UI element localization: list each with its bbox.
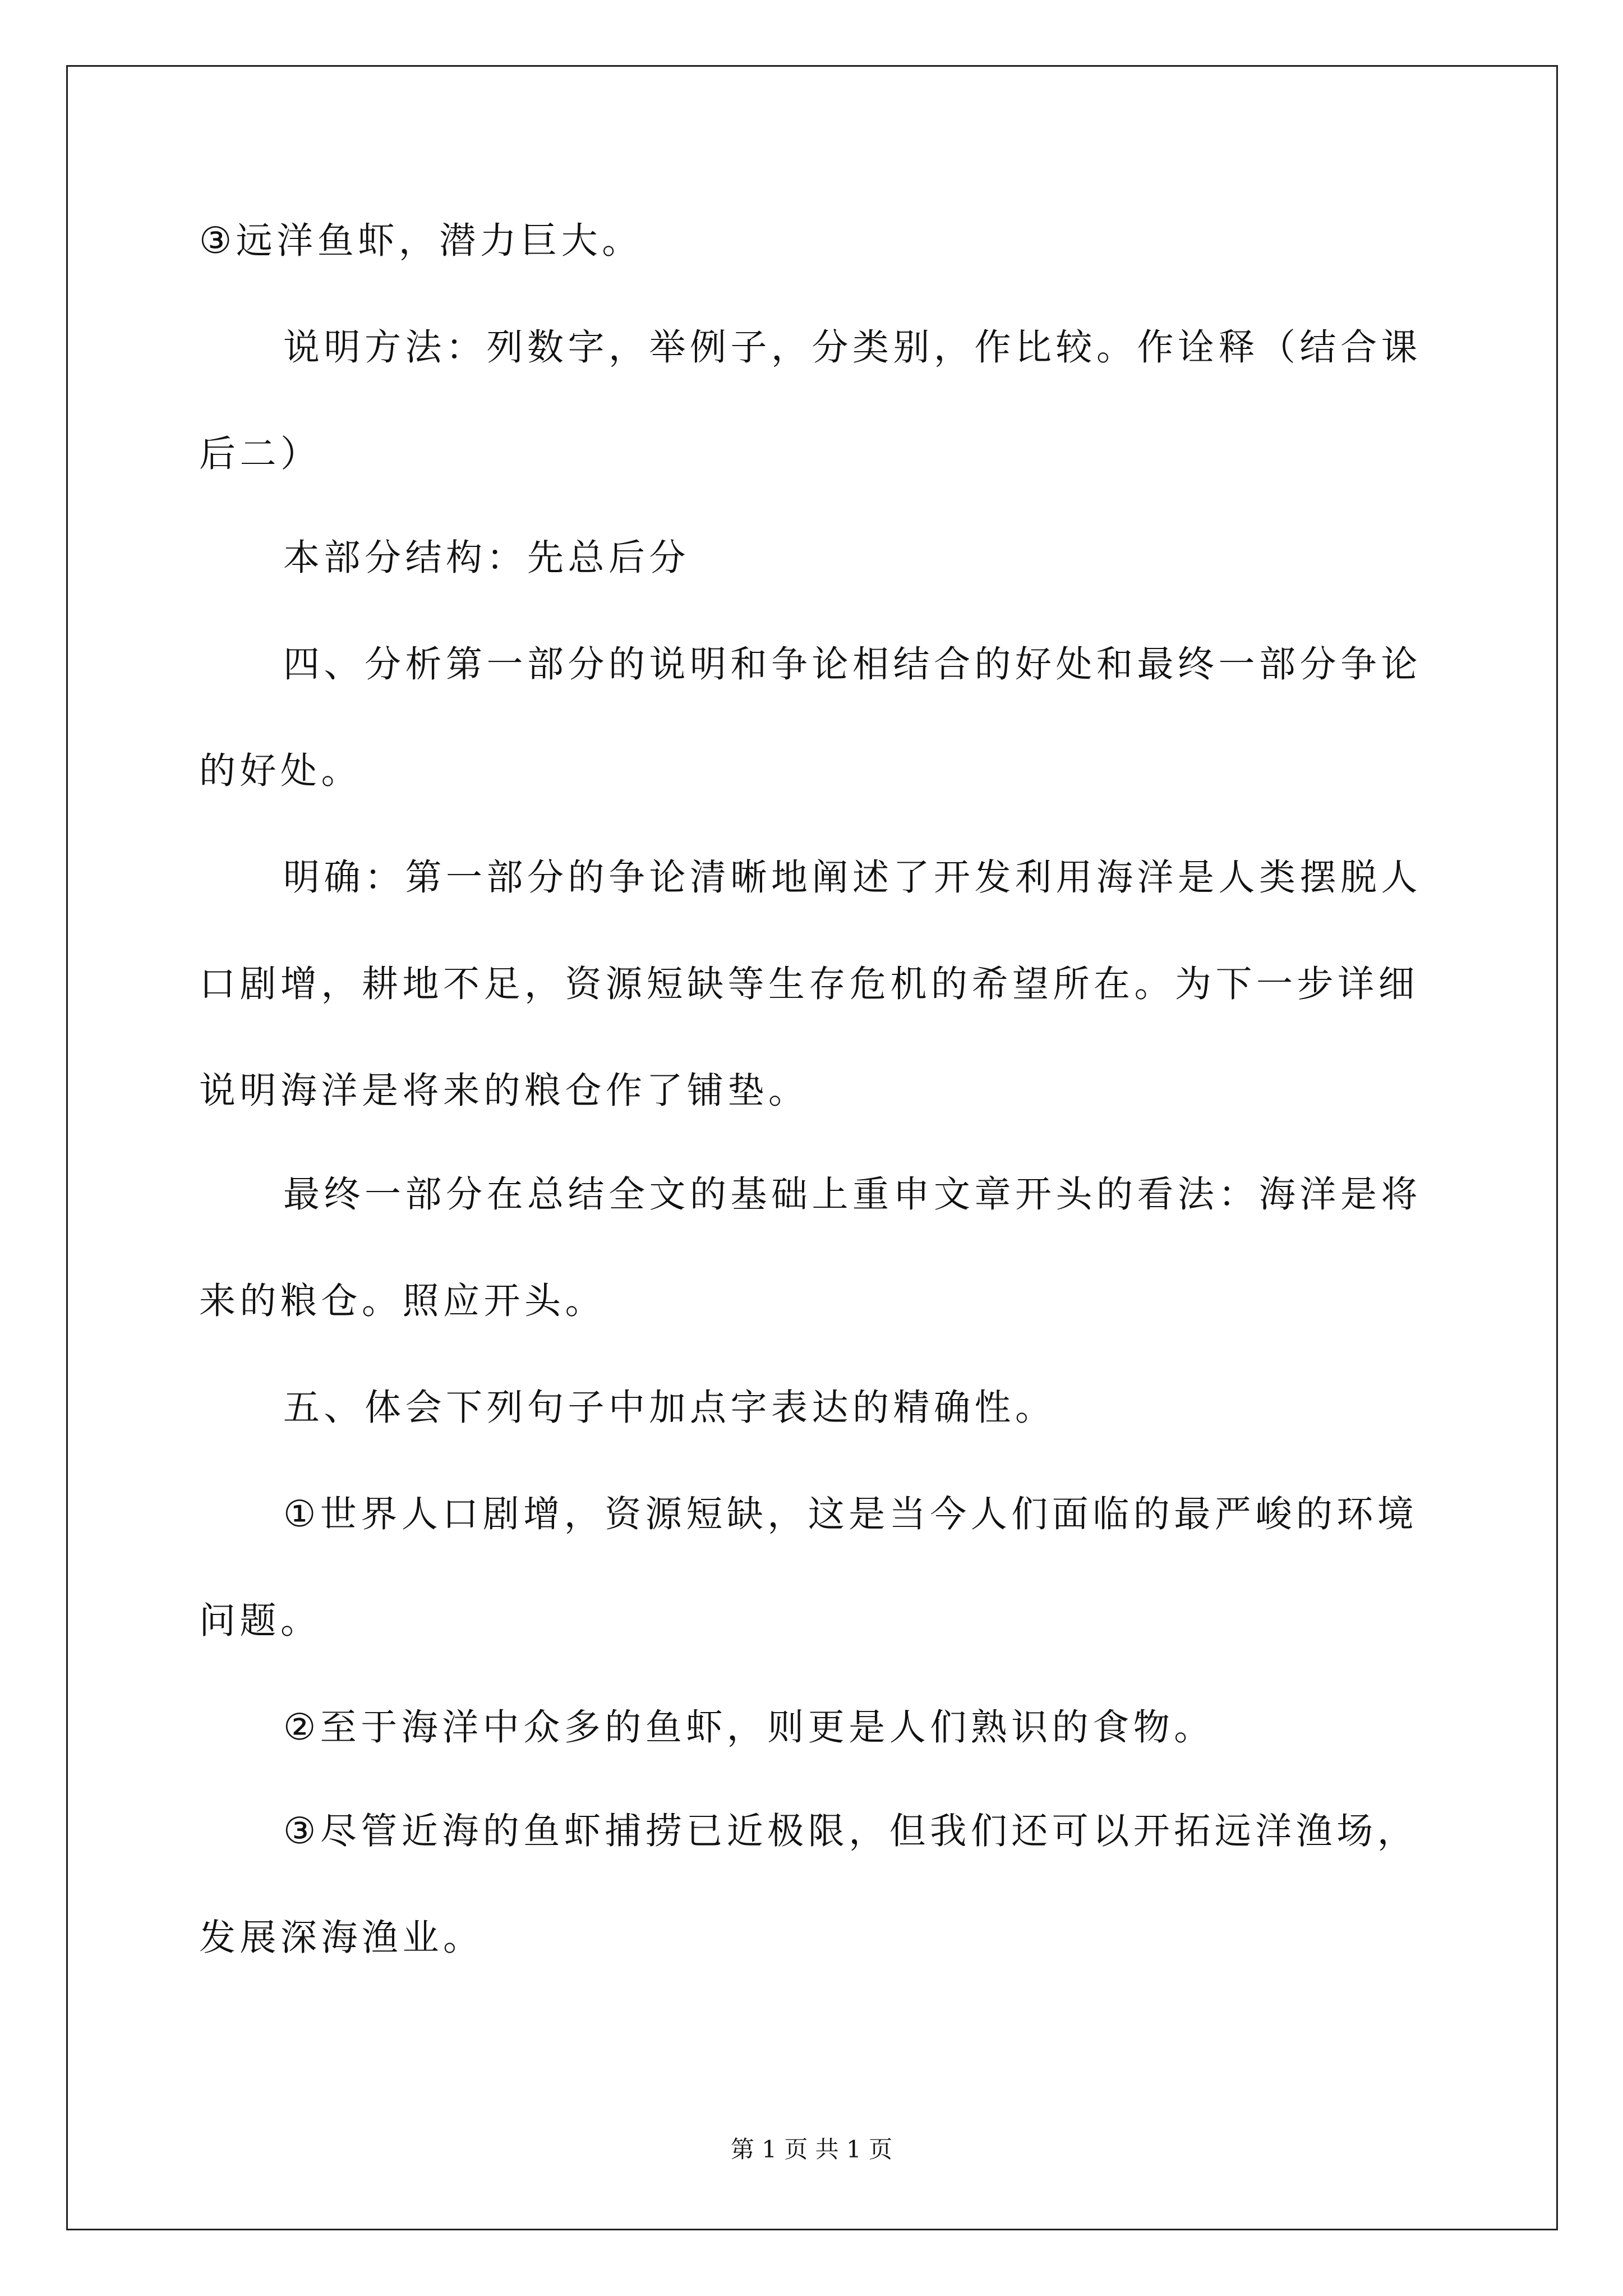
text-line: 后二）: [199, 433, 321, 475]
text-line: ③远洋鱼虾，潜力巨大。: [199, 220, 643, 262]
text-line: 明确：第一部分的争论清晰地阐述了开发利用海洋是人类摆脱人: [283, 857, 1422, 899]
text-line: ①世界人口剧增，资源短缺，这是当今人们面临的最严峻的环境: [283, 1493, 1418, 1535]
text-line: ②至于海洋中众多的鱼虾，则更是人们熟识的食物。: [283, 1706, 1215, 1749]
text-line: ③尽管近海的鱼虾捕捞已近极限，但我们还可以开拓远洋渔场，: [283, 1810, 1418, 1852]
text-line: 说明海洋是将来的粮仓作了铺垫。: [199, 1070, 809, 1112]
text-line: 说明方法：列数字，举例子，分类别，作比较。作诠释（结合课: [283, 326, 1422, 369]
text-line: 的好处。: [199, 750, 362, 792]
text-line: 口剧增，耕地不足，资源短缺等生存危机的希望所在。为下一步详细: [199, 963, 1419, 1005]
page-number-footer: 第 1 页 共 1 页: [730, 2136, 893, 2163]
text-line: 五、体会下列句子中加点字表达的精确性。: [283, 1387, 1056, 1429]
page-border: [66, 65, 1558, 2230]
text-line: 四、分析第一部分的说明和争论相结合的好处和最终一部分争论: [283, 643, 1422, 685]
text-line: 最终一部分在总结全文的基础上重申文章开头的看法：海洋是将: [283, 1174, 1422, 1216]
text-line: 发展深海渔业。: [199, 1917, 484, 1959]
text-line: 本部分结构：先总后分: [283, 537, 690, 579]
text-line: 来的粮仓。照应开头。: [199, 1280, 606, 1322]
text-line: 问题。: [199, 1600, 321, 1642]
